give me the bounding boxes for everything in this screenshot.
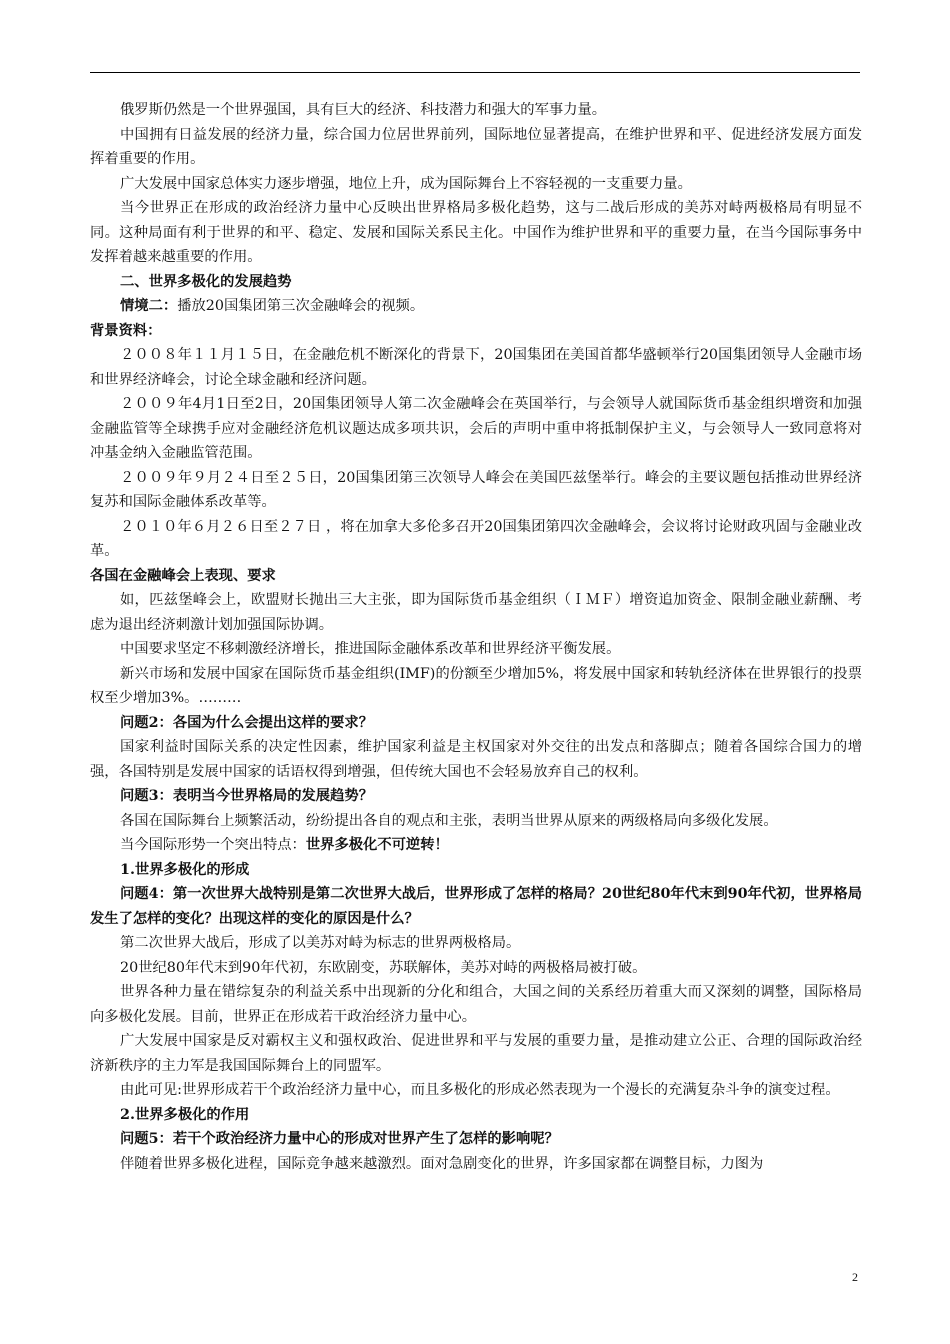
paragraph: 中国要求坚定不移刺激经济增长，推进国际金融体系改革和世界经济平衡发展。	[120, 641, 621, 657]
subheading-background: 背景资料：	[90, 322, 162, 339]
feature-text: 当今国际形势一个突出特点：	[120, 837, 306, 853]
page-number: 2	[852, 1270, 858, 1284]
page-body	[90, 98, 862, 1176]
section-heading: 二、世界多极化的发展趋势	[120, 273, 292, 290]
paragraph: 当今世界正在形成的政治经济力量中心反映出世界格局多极化趋势，这与二战后形成的美苏对峙两极格局有明显不同。这种局面有利于世界的和平、稳定、发展和国际关系民主化。中国作为维护世界和平的重要力量，在当今国际事务中发挥着越来越重要的作用。	[90, 200, 862, 265]
header-rule	[90, 72, 860, 73]
paragraph: ２０１０年６月２６日至２７日 ，将在加拿大多伦多召开20国集团第四次金融峰会，会议将讨论财政巩固与金融业改革。	[90, 518, 862, 559]
question-heading: 问题5：若干个政治经济力量中心的形成对世界产生了怎样的影响呢？	[120, 1131, 559, 1147]
section-subheading: 1.世界多极化的形成	[120, 861, 250, 878]
scenario-text: 播放20国集团第三次金融峰会的视频。	[177, 298, 425, 314]
paragraph: 各国在国际舞台上频繁活动，纷纷提出各自的观点和主张，表明当世界从原来的两级格局向多级化发展。	[120, 812, 778, 829]
subheading-countries: 各国在金融峰会上表现、要求	[90, 567, 276, 584]
paragraph: 第二次世界大战后，形成了以美苏对峙为标志的世界两极格局。	[120, 935, 521, 951]
paragraph: 伴随着世界多极化进程，国际竞争越来越激烈。面对急剧变化的世界，许多国家都在调整目标，力图为	[120, 1155, 764, 1172]
paragraph: ２００９年4月1日至2日，20国集团领导人第二次金融峰会在英国举行，与会领导人就国际货币基金组织增资和加强金融监管等全球携手应对金融经济危机议题达成多项共识，会后的声明中重申将抵制保护主义，与会领导人一致同意将对冲基金纳入金融监管范围。	[90, 396, 862, 461]
feature-emphasis: 世界多极化不可逆转！	[305, 837, 449, 853]
paragraph: ２００９年９月２４日至２５日，20国集团第三次领导人峰会在美国匹兹堡举行。峰会的主要议题包括推动世界经济复苏和国际金融体系改革等。	[90, 469, 862, 510]
question-heading: 问题4：第一次世界大战特别是第二次世界大战后，世界形成了怎样的格局？20世纪80年代末到90年代初，世界格局发生了怎样的变化？出现这样的变化的原因是什么？	[90, 886, 862, 927]
paragraph: 世界各种力量在错综复杂的利益关系中出现新的分化和组合，大国之间的关系经历着重大而又深刻的调整，国际格局向多极化发展。目前，世界正在形成若干政治经济力量中心。	[90, 984, 862, 1025]
scenario-line	[90, 294, 862, 319]
paragraph: 20世纪80年代末到90年代初，东欧剧变，苏联解体，美苏对峙的两极格局被打破。	[120, 959, 647, 976]
paragraph: ２００８年１１月１５日，在金融危机不断深化的背景下，20国集团在美国首都华盛顿举行20国集团领导人金融市场和世界经济峰会，讨论全球金融和经济问题。	[90, 347, 862, 388]
paragraph: 广大发展中国家是反对霸权主义和强权政治、促进世界和平与发展的重要力量，是推动建立公正、合理的国际政治经济新秩序的主力军是我国国际舞台上的同盟军。	[90, 1033, 862, 1074]
paragraph: 由此可见:世界形成若干个政治经济力量中心，而且多极化的形成必然表现为一个漫长的充满复杂斗争的演变过程。	[120, 1082, 840, 1098]
paragraph: 中国拥有日益发展的经济力量，综合国力位居世界前列，国际地位显著提高，在维护世界和平、促进经济发展方面发挥着重要的作用。	[90, 126, 862, 167]
question-heading: 问题3：表明当今世界格局的发展趋势？	[120, 788, 373, 804]
paragraph: 国家利益时国际关系的决定性因素，维护国家利益是主权国家对外交往的出发点和落脚点；随着各国综合国力的增强，各国特别是发展中国家的话语权得到增强，但传统大国也不会轻易放弃自己的权利。	[90, 739, 862, 780]
question-heading: 问题2：各国为什么会提出这样的要求？	[120, 714, 373, 731]
scenario-label: 情境二：	[120, 298, 178, 314]
paragraph: 广大发展中国家总体实力逐步增强，地位上升，成为国际舞台上不容轻视的一支重要力量。	[120, 175, 692, 192]
paragraph: 如，匹兹堡峰会上，欧盟财长抛出三大主张，即为国际货币基金组织（ＩＭＦ）增资追加资金、限制金融业薪酬、考虑为退出经济刺激计划加强国际协调。	[90, 592, 862, 633]
paragraph: 新兴市场和发展中国家在国际货币基金组织(IMF)的份额至少增加5%，将发展中国家和转轨经济体在世界银行的投票权至少增加3%。………	[90, 665, 862, 706]
paragraph: 俄罗斯仍然是一个世界强国，具有巨大的经济、科技潜力和强大的军事力量。	[120, 102, 607, 118]
feature-line	[90, 833, 862, 858]
section-subheading: 2.世界多极化的作用	[120, 1106, 250, 1123]
